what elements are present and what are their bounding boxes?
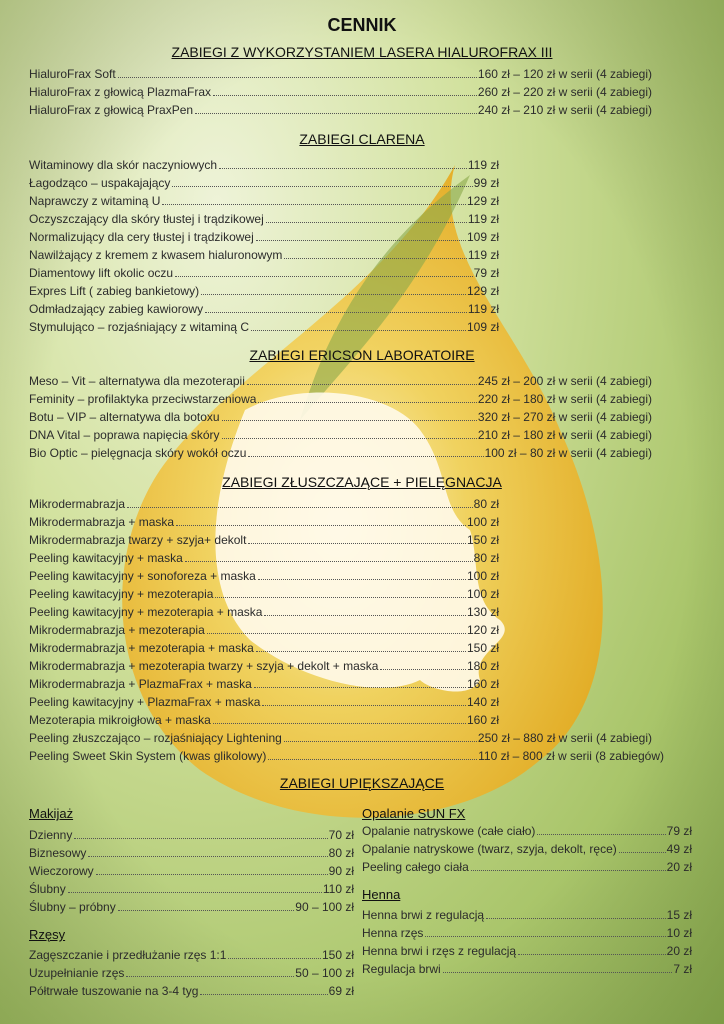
- list-item: Nawilżający z kremem z kwasem hialuronowym 119 zł: [29, 248, 499, 262]
- list-item: Mikrodermabrazja + maska 100 zł: [29, 515, 499, 529]
- list-item: Dzienny 70 zł: [29, 828, 354, 842]
- list-item: HialuroFrax z głowicą PraxPen 240 zł – 210 zł w serii (4 zabiegi): [29, 103, 652, 117]
- list-item: Peeling kawitacyjny + PlazmaFrax + maska 140 zł: [29, 695, 499, 709]
- list-item: HialuroFrax Soft 160 zł – 120 zł w serii (4 zabiegi): [29, 67, 652, 81]
- list-item: Mezoterapia mikroigłowa + maska 160 zł: [29, 713, 499, 727]
- list-item: Henna brwi i rzęs z regulacją 20 zł: [362, 944, 692, 958]
- list-item: Wieczorowy 90 zł: [29, 864, 354, 878]
- list-item: Peeling kawitacyjny + mezoterapia 100 zł: [29, 587, 499, 601]
- list-item: Peeling kawitacyjny + maska 80 zł: [29, 551, 499, 565]
- rzesy-heading: Rzęsy: [29, 927, 66, 942]
- page-title: CENNIK: [327, 15, 397, 35]
- list-item: Expres Lift ( zabieg bankietowy) 129 zł: [29, 284, 499, 298]
- list-item: Bio Optic – pielęgnacja skóry wokół oczu 100 zł – 80 zł w serii (4 zabiegi): [29, 446, 652, 460]
- list-item: Mikrodermabrazja twarzy + szyja+ dekolt 150 zł: [29, 533, 499, 547]
- list-item: Regulacja brwi 7 zł: [362, 962, 692, 976]
- list-item: HialuroFrax z głowicą PlazmaFrax 260 zł – 220 zł w serii (4 zabiegi): [29, 85, 652, 99]
- section-heading-clarena: ZABIEGI CLARENA: [299, 131, 425, 147]
- list-item: DNA Vital – poprawa napięcia skóry 210 zł – 180 zł w serii (4 zabiegi): [29, 428, 652, 442]
- list-item: Peeling kawitacyjny + sonoforeza + maska 100 zł: [29, 569, 499, 583]
- list-item: Peeling złuszczająco – rozjaśniający Lightening 250 zł – 880 zł w serii (4 zabiegi): [29, 731, 652, 745]
- section-heading-ericson: ZABIEGI ERICSON LABORATOIRE: [249, 347, 475, 363]
- list-item: Opalanie natryskowe (całe ciało) 79 zł: [362, 824, 692, 838]
- list-item: Diamentowy lift okolic oczu 79 zł: [29, 266, 499, 280]
- list-item: Biznesowy 80 zł: [29, 846, 354, 860]
- list-item: Ślubny 110 zł: [29, 882, 354, 896]
- list-item: Stymulująco – rozjaśniający z witaminą C 109 zł: [29, 320, 499, 334]
- henna-heading: Henna: [362, 887, 401, 902]
- list-item: Zagęszczanie i przedłużanie rzęs 1:1 150 zł: [29, 948, 354, 962]
- list-item: Ślubny – próbny 90 – 100 zł: [29, 900, 354, 914]
- list-item: Uzupełnianie rzęs 50 – 100 zł: [29, 966, 354, 980]
- list-item: Feminity – profilaktyka przeciwstarzeniowa 220 zł – 180 zł w serii (4 zabiegi): [29, 392, 652, 406]
- list-item: Mikrodermabrazja + mezoterapia + maska 150 zł: [29, 641, 499, 655]
- list-item: Mikrodermabrazja + PlazmaFrax + maska 160 zł: [29, 677, 499, 691]
- list-item: Peeling Sweet Skin System (kwas glikolowy) 110 zł – 800 zł w serii (8 zabiegów): [29, 749, 664, 763]
- list-item: Botu – VIP – alternatywa dla botoxu 320 zł – 270 zł w serii (4 zabiegi): [29, 410, 652, 424]
- list-item: Peeling kawitacyjny + mezoterapia + maska 130 zł: [29, 605, 499, 619]
- section-heading-hialurofrax: ZABIEGI Z WYKORZYSTANIEM LASERA HIALUROFRAX III: [171, 44, 553, 60]
- list-item: Witaminowy dla skór naczyniowych 119 zł: [29, 158, 499, 172]
- section-heading-upiekszajace: ZABIEGI UPIĘKSZAJĄCE: [279, 775, 445, 791]
- list-item: Meso – Vit – alternatywa dla mezoterapii 245 zł – 200 zł w serii (4 zabiegi): [29, 374, 652, 388]
- makijaz-heading: Makijaż: [29, 806, 74, 821]
- list-item: Henna rzęs 10 zł: [362, 926, 692, 940]
- list-item: Mikrodermabrazja + mezoterapia twarzy + szyja + dekolt + maska 180 zł: [29, 659, 499, 673]
- list-item: Oczyszczający dla skóry tłustej i trądzikowej 119 zł: [29, 212, 499, 226]
- list-item: Łagodząco – uspakajający 99 zł: [29, 176, 499, 190]
- list-item: Opalanie natryskowe (twarz, szyja, dekolt, ręce) 49 zł: [362, 842, 692, 856]
- list-item: Normalizujący dla cery tłustej i trądzikowej 109 zł: [29, 230, 499, 244]
- list-item: Odmładzający zabieg kawiorowy 119 zł: [29, 302, 499, 316]
- list-item: Mikrodermabrazja + mezoterapia 120 zł: [29, 623, 499, 637]
- list-item: Peeling całego ciała 20 zł: [362, 860, 692, 874]
- list-item: Mikrodermabrazja 80 zł: [29, 497, 499, 511]
- list-item: Naprawczy z witaminą U 129 zł: [29, 194, 499, 208]
- list-item: Półtrwałe tuszowanie na 3-4 tyg 69 zł: [29, 984, 354, 998]
- list-item: Henna brwi z regulacją 15 zł: [362, 908, 692, 922]
- section-heading-zluszczajace: ZABIEGI ZŁUSZCZAJĄCE + PIELĘGNACJA: [222, 474, 502, 490]
- opalanie-heading: Opalanie SUN FX: [362, 806, 466, 821]
